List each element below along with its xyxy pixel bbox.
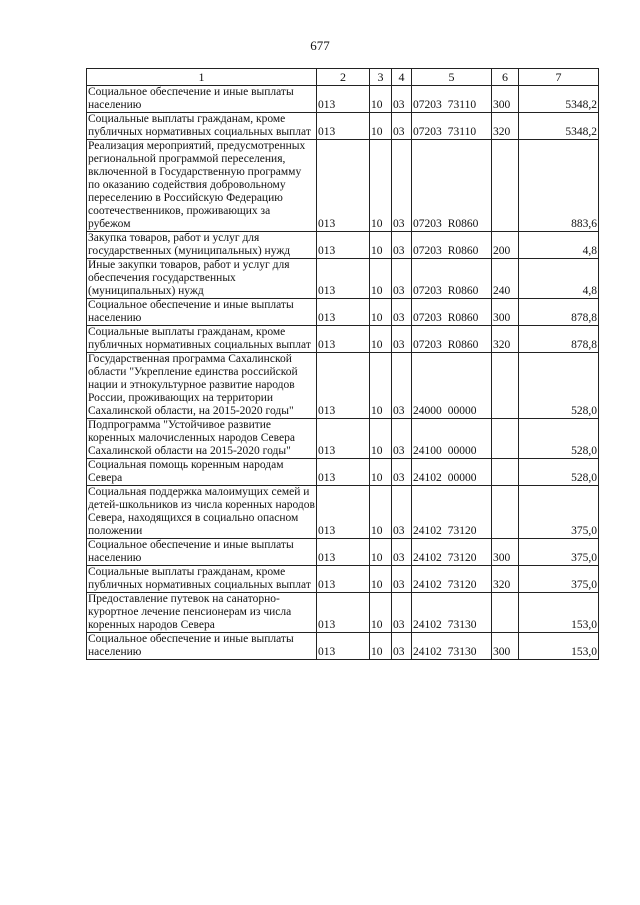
target-article-code [412,633,492,660]
target-article-code [412,459,492,486]
table-row [87,113,599,140]
amount: 375,0 [519,486,599,539]
table-row [87,299,599,326]
target-article-part2: R0860 [447,245,479,257]
expense-type-code: 320 [492,113,519,140]
amount: 883,6 [519,140,599,232]
amount: 878,8 [519,299,599,326]
target-article-part2: 00000 [447,405,477,417]
target-article-part1: 24102 [413,579,442,591]
table-row [87,353,599,419]
expense-type-code: 320 [492,566,519,593]
table-row [87,419,599,459]
target-article-part1: 24102 [413,472,442,484]
amount: 5348,2 [519,113,599,140]
target-article-part2: R0860 [447,285,479,297]
section-code: 10 [370,419,392,459]
target-article-code [412,486,492,539]
row-name: Реализация мероприятий, предусмотренных региональной программой переселения, включенной в Государственную программу по оказанию содействия добровольному переселению в Российскую Федерацию соотечественников, проживающих за рубежом [87,140,317,232]
target-article-part2: 73120 [447,579,477,591]
column-header: 2 [317,69,370,86]
expense-type-code: 200 [492,232,519,259]
amount: 5348,2 [519,86,599,113]
admin-code: 013 [317,326,370,353]
expense-type-code: 300 [492,633,519,660]
target-article-part2: 73120 [447,552,477,564]
target-article-code [412,259,492,299]
page-number: 677 [310,38,330,53]
section-code: 10 [370,353,392,419]
subsection-code: 03 [392,539,412,566]
section-code: 10 [370,539,392,566]
target-article-code [412,140,492,232]
row-name: Социальные выплаты гражданам, кроме публичных нормативных социальных выплат [87,113,317,140]
column-header: 7 [519,69,599,86]
target-article-part1: 07203 [413,126,442,138]
table-row [87,459,599,486]
admin-code: 013 [317,353,370,419]
expense-type-code [492,486,519,539]
target-article-part1: 07203 [413,99,442,111]
target-article-part2: R0860 [447,339,479,351]
column-header: 4 [392,69,412,86]
row-name: Предоставление путевок на санаторно-курортное лечение пенсионерам из числа коренных народов Севера [87,593,317,633]
admin-code: 013 [317,299,370,326]
amount: 528,0 [519,419,599,459]
section-code: 10 [370,326,392,353]
section-code: 10 [370,113,392,140]
expense-type-code [492,419,519,459]
row-name: Социальное обеспечение и иные выплаты населению [87,86,317,113]
target-article-part1: 24102 [413,552,442,564]
amount: 153,0 [519,593,599,633]
target-article-part2: 73120 [447,525,477,537]
subsection-code: 03 [392,419,412,459]
target-article-code [412,232,492,259]
row-name: Социальные выплаты гражданам, кроме публичных нормативных социальных выплат [87,326,317,353]
admin-code: 013 [317,486,370,539]
expense-type-code: 300 [492,539,519,566]
target-article-part2: 00000 [447,472,477,484]
amount: 153,0 [519,633,599,660]
target-article-part1: 07203 [413,285,442,297]
subsection-code: 03 [392,353,412,419]
section-code: 10 [370,566,392,593]
expense-type-code: 240 [492,259,519,299]
admin-code: 013 [317,86,370,113]
admin-code: 013 [317,259,370,299]
subsection-code: 03 [392,486,412,539]
section-code: 10 [370,299,392,326]
target-article-code [412,299,492,326]
amount: 375,0 [519,566,599,593]
section-code: 10 [370,259,392,299]
section-code: 10 [370,633,392,660]
amount: 4,8 [519,259,599,299]
row-name: Иные закупки товаров, работ и услуг для обеспечения государственных (муниципальных) нужд [87,259,317,299]
expense-type-code [492,593,519,633]
row-name: Социальное обеспечение и иные выплаты населению [87,539,317,566]
target-article-part2: 73110 [447,99,477,111]
subsection-code: 03 [392,326,412,353]
admin-code: 013 [317,566,370,593]
column-header: 6 [492,69,519,86]
target-article-part2: R0860 [447,218,479,230]
subsection-code: 03 [392,113,412,140]
table-row [87,232,599,259]
table-row [87,140,599,232]
row-name: Государственная программа Сахалинской области "Укрепление единства российской нации и этнокультурное развитие народов России, проживающих на территории Сахалинской области, на 2015-2020 годы" [87,353,317,419]
table-row [87,486,599,539]
subsection-code: 03 [392,593,412,633]
admin-code: 013 [317,232,370,259]
section-code: 10 [370,86,392,113]
column-header: 1 [87,69,317,86]
table-row [87,566,599,593]
target-article-code [412,353,492,419]
target-article-code [412,113,492,140]
amount: 528,0 [519,353,599,419]
admin-code: 013 [317,593,370,633]
expense-type-code [492,459,519,486]
column-header: 3 [370,69,392,86]
table-row [87,259,599,299]
section-code: 10 [370,486,392,539]
table-row [87,539,599,566]
row-name: Социальная поддержка малоимущих семей и детей-школьников из числа коренных народов Севера, находящихся в социально опасном положении [88,486,315,537]
header-row [87,69,599,86]
budget-table [86,68,599,660]
subsection-code: 03 [392,232,412,259]
amount: 528,0 [519,459,599,486]
target-article-part1: 07203 [413,245,442,257]
target-article-part2: 73110 [447,126,477,138]
target-article-code [412,566,492,593]
amount: 4,8 [519,232,599,259]
expense-type-code [492,140,519,232]
row-name: Социальные выплаты гражданам, кроме публичных нормативных социальных выплат [87,566,317,593]
admin-code: 013 [317,633,370,660]
target-article-code [412,539,492,566]
target-article-part2: 00000 [447,445,477,457]
expense-type-code: 320 [492,326,519,353]
amount: 375,0 [519,539,599,566]
target-article-part2: 73130 [447,646,477,658]
table-row [87,326,599,353]
admin-code: 013 [317,113,370,140]
subsection-code: 03 [392,459,412,486]
table-row [87,86,599,113]
table-row [87,633,599,660]
subsection-code: 03 [392,566,412,593]
row-name: Социальное обеспечение и иные выплаты населению [87,633,317,660]
subsection-code: 03 [392,86,412,113]
subsection-code: 03 [392,140,412,232]
subsection-code: 03 [392,299,412,326]
table-row [87,593,599,633]
section-code: 10 [370,593,392,633]
section-code: 10 [370,140,392,232]
target-article-part2: 73130 [447,619,477,631]
target-article-part1: 24102 [413,525,442,537]
subsection-code: 03 [392,259,412,299]
expense-type-code: 300 [492,299,519,326]
expense-type-code: 300 [492,86,519,113]
row-name: Подпрограмма "Устойчивое развитие коренных малочисленных народов Севера Сахалинской области на 2015-2020 годы" [87,419,317,459]
column-header: 5 [412,69,492,86]
amount: 878,8 [519,326,599,353]
row-name: Социальное обеспечение и иные выплаты населению [87,299,317,326]
target-article-part1: 24100 [413,445,442,457]
target-article-part1: 07203 [413,339,442,351]
expense-type-code [492,353,519,419]
admin-code: 013 [317,539,370,566]
target-article-code [412,86,492,113]
row-name: Закупка товаров, работ и услуг для государственных (муниципальных) нужд [87,232,317,259]
subsection-code: 03 [392,633,412,660]
target-article-part1: 07203 [413,312,442,324]
row-name: Социальная помощь коренным народам Севера [87,459,317,486]
target-article-code [412,419,492,459]
target-article-part2: R0860 [447,312,479,324]
admin-code: 013 [317,459,370,486]
target-article-part1: 24102 [413,646,442,658]
target-article-code [412,593,492,633]
section-code: 10 [370,232,392,259]
target-article-code [412,326,492,353]
section-code: 10 [370,459,392,486]
admin-code: 013 [317,140,370,232]
admin-code: 013 [317,419,370,459]
target-article-part1: 07203 [413,218,442,230]
table-body [87,86,599,660]
target-article-part1: 24000 [413,405,442,417]
target-article-part1: 24102 [413,619,442,631]
